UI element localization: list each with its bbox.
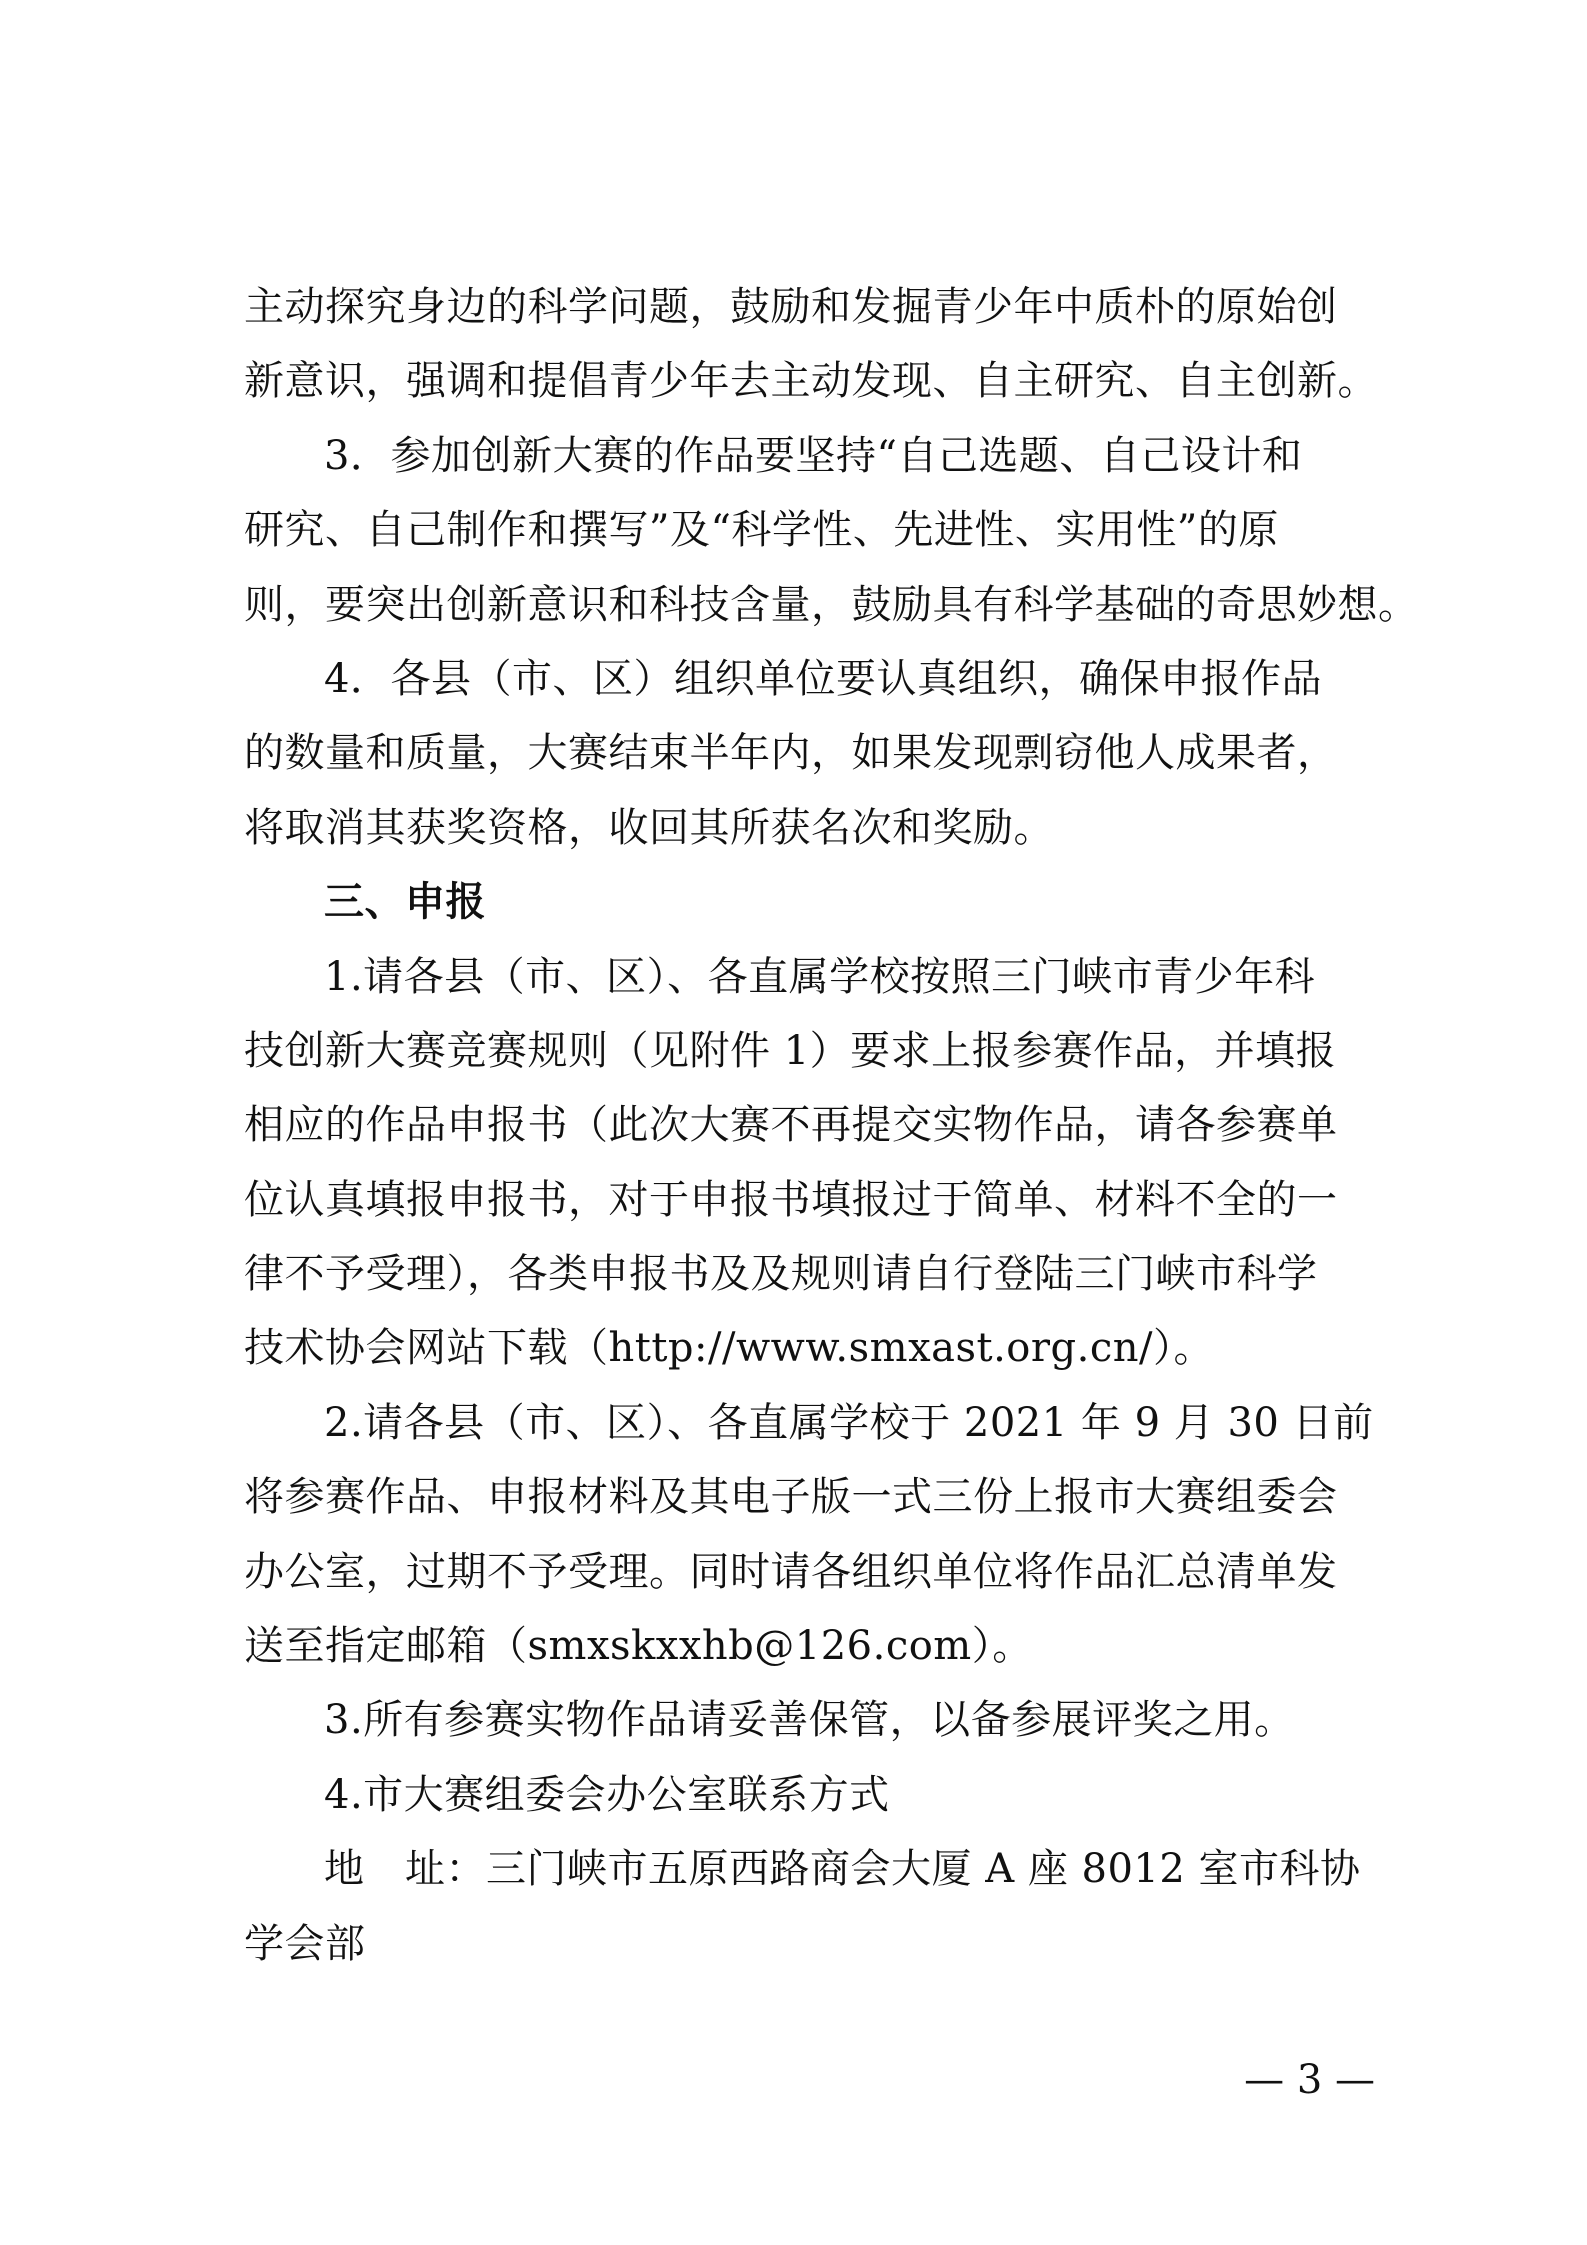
paragraph-line: 技创新大赛竞赛规则（见附件 1）要求上报参赛作品，并填报 xyxy=(244,1027,1337,1074)
paragraph-line: 主动探究身边的科学问题，鼓励和发掘青少年中质朴的原始创 xyxy=(244,284,1338,330)
paragraph-line: 2.请各县（市、区）、各直属学校于 2021 年 9 月 30 日前 xyxy=(324,1399,1374,1446)
address-line: 地 址：三门峡市五原西路商会大厦 A 座 8012 室市科协 xyxy=(324,1846,1361,1893)
paragraph-line: 3.所有参赛实物作品请妥善保管，以备参展评奖之用。 xyxy=(324,1697,1295,1744)
paragraph-line: 新意识，强调和提倡青少年去主动发现、自主研究、自主创新。 xyxy=(244,358,1378,405)
paragraph-line: 4.市大赛组委会办公室联系方式 xyxy=(324,1771,890,1818)
paragraph-line: 3．参加创新大赛的作品要坚持“自己选题、自己设计和 xyxy=(324,432,1303,479)
paragraph-line: 1.请各县（市、区）、各直属学校按照三门峡市青少年科 xyxy=(324,953,1316,1000)
paragraph-line: 研究、自己制作和撰写”及“科学性、先进性、实用性”的原 xyxy=(244,507,1279,554)
paragraph-line: 将取消其获奖资格，收回其所获名次和奖励。 xyxy=(244,804,1054,851)
paragraph-line: 办公室，过期不予受理。同时请各组织单位将作品汇总清单发 xyxy=(244,1548,1338,1595)
paragraph-line: 的数量和质量，大赛结束半年内，如果发现剽窃他人成果者， xyxy=(244,730,1338,777)
paragraph-line: 送至指定邮箱（smxskxxhb@126.com）。 xyxy=(244,1623,1033,1670)
paragraph-line: 相应的作品申报书（此次大赛不再提交实物作品，请各参赛单 xyxy=(244,1102,1338,1149)
paragraph-line: 则，要突出创新意识和科技含量，鼓励具有科学基础的奇思妙想。 xyxy=(244,581,1419,628)
page-number: — 3 — xyxy=(1244,2057,1375,2103)
paragraph-line: 位认真填报申报书，对于申报书填报过于简单、材料不全的一 xyxy=(244,1176,1338,1223)
paragraph-line: 技术协会网站下载（http://www.smxast.org.cn/）。 xyxy=(244,1325,1214,1372)
paragraph-line: 4．各县（市、区）组织单位要认真组织，确保申报作品 xyxy=(324,655,1322,702)
paragraph-line: 将参赛作品、申报材料及其电子版一式三份上报市大赛组委会 xyxy=(244,1474,1338,1521)
paragraph-line: 律不予受理），各类申报书及及规则请自行登陆三门峡市科学 xyxy=(244,1251,1318,1298)
document-body xyxy=(244,270,1419,1981)
address-line: 学会部 xyxy=(244,1920,366,1967)
section-heading: 三、申报 xyxy=(324,879,486,926)
